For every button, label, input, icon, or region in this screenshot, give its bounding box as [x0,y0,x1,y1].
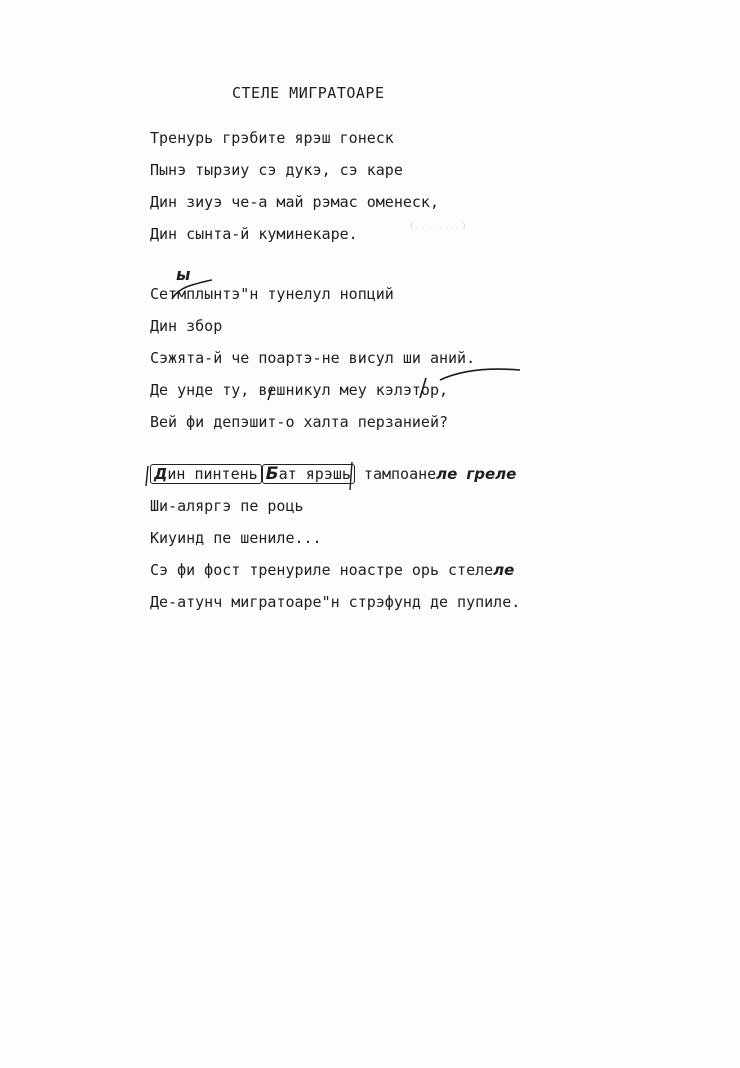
stanza-3 [150,458,520,618]
stanza-1-line-4: Дин сынта-й куминекаре. [150,225,358,243]
stanza-3-line-5: Де-атунч мигратоаре"н стрэфунд де пупиле. [150,593,521,611]
typed-fragment: ин пинтень [167,465,258,483]
handwritten-suffix: ле [493,561,515,579]
typed-fragment: тампоане [354,465,437,483]
stanza-3-line-4 [150,554,520,586]
handwritten-d-letter: Д [154,465,168,483]
handwritten-correction-y: ы [176,265,191,284]
stanza-2-line-5: Вей фи депэшит-о халта перзанией? [150,413,449,431]
handwritten-suffix: ле [436,465,458,483]
faint-bleed-through: ( . . . . . . . . ) [410,222,466,232]
poem-title: СТЕЛЕ МИГРАТОАРЕ [232,84,385,102]
stanza-2-line-4: Де унде ту, вешникул меу кэлэтор, [150,381,449,399]
handwritten-word-grele: греле [466,465,517,483]
boxed-word-bat-yaresh [262,464,355,484]
stanza-3-line-1 [150,458,520,490]
stanza-2 [150,278,475,438]
bracket-left [146,466,148,486]
stanza-1-line-2: Пынэ тырзиу сэ дукэ, сэ каре [150,161,403,179]
typed-fragment: Сэ фи фост тренуриле ноастре орь стеле [150,561,494,579]
typed-fragment: ат ярэшь [278,465,351,483]
stanza-2-line-1: Сетмплынтэ"н тунелул нопций [150,285,394,303]
stanza-3-line-3: Киуинд пе шениле... [150,529,322,547]
boxed-word-din-pinten [150,464,262,484]
stanza-1 [150,122,439,250]
stanza-2-line-2: Дин збор [150,317,223,335]
stanza-2-line-3: Сэжята-й че поартэ-не висул ши аний. [150,349,476,367]
stanza-1-line-3: Дин зиуэ че-а май рэмас оменеск, [150,193,439,211]
handwritten-b-letter: Б [265,464,279,484]
stanza-1-line-1: Тренурь грэбите ярэш гонеск [150,129,394,147]
stanza-3-line-2: Ши-аляргэ пе роць [150,497,304,515]
